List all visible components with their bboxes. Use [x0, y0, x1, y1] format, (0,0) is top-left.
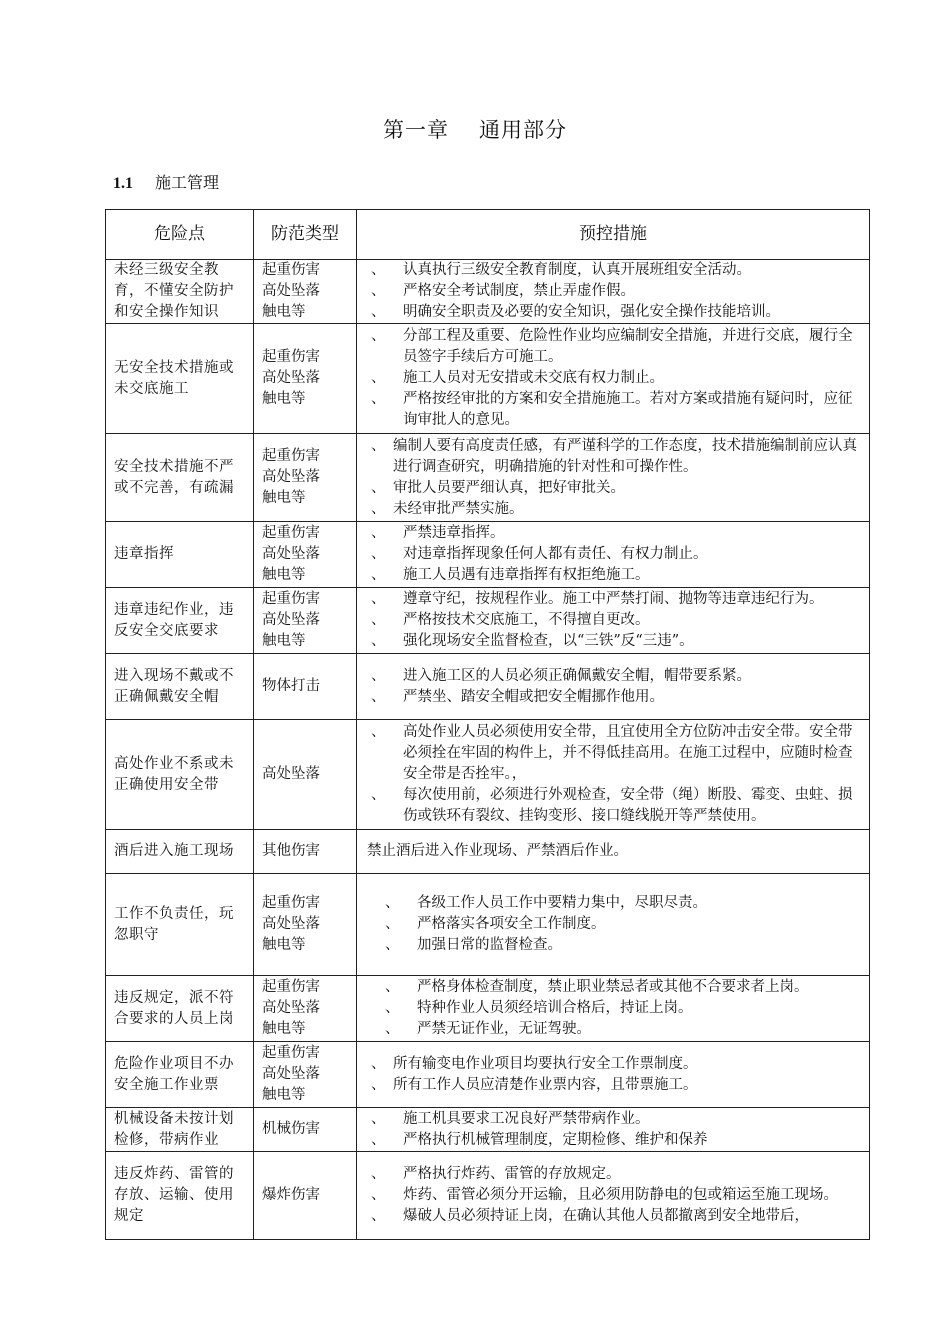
hazard-cell: 进入现场不戴或不正确佩戴安全帽 — [106, 654, 254, 720]
measure-item: 、 严格身体检查制度，禁止职业禁忌者或其他不合要求者上岗。 — [385, 979, 809, 995]
table-row — [106, 976, 870, 1042]
header-hazard: 危险点 — [106, 210, 254, 260]
measures-cell — [357, 830, 870, 874]
measure-item: 、 所有输变电作业项目均要执行安全工作票制度。 — [371, 1055, 698, 1072]
hazard-cell: 酒后进入施工现场 — [106, 830, 254, 874]
section-number: 1.1 — [113, 175, 133, 192]
hazard-cell: 安全技术措施不严或不完善，有疏漏 — [106, 434, 254, 522]
type-cell — [254, 720, 357, 830]
hazard-cell: 违反炸药、雷管的存放、运输、使用规定 — [106, 1152, 254, 1240]
measure-item: 、 审批人员要严细认真，把好审批关。 — [371, 479, 625, 496]
measure-item: 、 严禁违章指挥。 — [371, 525, 505, 541]
hazard-cell: 违反规定，派不符合要求的人员上岗 — [106, 976, 254, 1042]
type-item: 高处坠落 — [262, 546, 320, 562]
table-row — [106, 1108, 870, 1152]
measures-cell — [357, 588, 870, 654]
hazard-cell: 工作不负责任，玩忽职守 — [106, 874, 254, 976]
measure-item: 、 各级工作人员工作中要精力集中，尽职尽责。 — [385, 895, 707, 911]
type-item: 高处坠落 — [262, 370, 320, 386]
measure-item: 、 严格落实各项安全工作制度。 — [385, 916, 606, 932]
measure-item: 禁止酒后进入作业现场、严禁酒后作业。 — [367, 843, 628, 859]
type-item: 起重伤害 — [262, 525, 320, 541]
measures-cell — [357, 1152, 870, 1240]
measure-item: 、 每次使用前，必须进行外观检查，安全带（绳）断股、霉变、虫蛀、损伤或铁环有裂纹、挂钩变形、接口缝线脱开等严禁使用。 — [371, 787, 853, 824]
type-item: 起重伤害 — [262, 1045, 320, 1061]
type-cell — [254, 1042, 357, 1108]
hazard-cell: 危险作业项目不办安全施工作业票 — [106, 1042, 254, 1108]
type-item: 触电等 — [262, 391, 306, 407]
measure-item: 、 严格执行炸药、雷管的存放规定。 — [371, 1166, 621, 1182]
measure-item: 、 高处作业人员必须使用安全带，且宜使用全方位防冲击安全带。安全带必须拴在牢固的构件上，并不得低挂高用。在施工过程中，应随时检查安全带是否拴牢。， — [371, 724, 853, 782]
type-item: 触电等 — [262, 1021, 306, 1037]
chapter-title — [0, 114, 950, 144]
type-item: 物体打击 — [262, 678, 320, 694]
type-cell — [254, 830, 357, 874]
type-item: 机械伤害 — [262, 1121, 320, 1137]
measure-item: 、 所有工作人员应清楚作业票内容，且带票施工。 — [371, 1076, 698, 1093]
table-row — [106, 720, 870, 830]
header-measures: 预控措施 — [357, 210, 870, 260]
type-item: 起重伤害 — [262, 591, 320, 607]
type-cell — [254, 1152, 357, 1240]
measures-cell — [357, 874, 870, 976]
table-row — [106, 1152, 870, 1240]
measure-item: 、 强化现场安全监督检查，以“三铁”反“三违”。 — [371, 633, 694, 649]
header-type: 防范类型 — [254, 210, 357, 260]
table-row — [106, 260, 870, 324]
measure-item: 、 对违章指挥现象任何人都有责任、有权力制止。 — [371, 546, 708, 562]
type-cell — [254, 1108, 357, 1152]
measure-item: 、 严格安全考试制度，禁止弄虚作假。 — [371, 283, 635, 299]
type-item: 触电等 — [262, 304, 306, 320]
section-heading — [113, 170, 219, 193]
type-item: 高处坠落 — [262, 283, 320, 299]
section-title: 施工管理 — [155, 173, 220, 192]
type-item: 爆炸伤害 — [262, 1187, 320, 1203]
type-cell — [254, 588, 357, 654]
measure-item: 、 遵章守纪，按规程作业。施工中严禁打闹、抛物等违章违纪行为。 — [371, 591, 824, 607]
measures-cell — [357, 260, 870, 324]
type-item: 触电等 — [262, 1087, 306, 1103]
hazard-cell: 违章指挥 — [106, 522, 254, 588]
hazard-cell: 无安全技术措施或未交底施工 — [106, 324, 254, 434]
type-cell — [254, 324, 357, 434]
type-cell — [254, 260, 357, 324]
measure-item: 、 进入施工区的人员必须正确佩戴安全帽，帽带要系紧。 — [371, 667, 751, 684]
type-cell — [254, 522, 357, 588]
type-cell — [254, 654, 357, 720]
measure-item: 、 严格按技术交底施工，不得擅自更改。 — [371, 612, 650, 628]
measure-item: 、 严禁无证作业，无证驾驶。 — [385, 1021, 591, 1037]
hazard-cell: 机械设备未按计划检修，带病作业 — [106, 1108, 254, 1152]
type-cell — [254, 874, 357, 976]
chapter-name: 通用部分 — [479, 118, 567, 142]
measure-item: 、 编制人要有高度责任感，有严谨科学的工作态度，技术措施编制前应认真进行调查研究，明确措施的针对性和可操作性。 — [371, 437, 857, 475]
hazard-cell: 未经三级安全教育，不懂安全防护和安全操作知识 — [106, 260, 254, 324]
type-item: 起重伤害 — [262, 448, 320, 464]
type-item: 高处坠落 — [262, 469, 320, 485]
measure-item: 、 未经审批严禁实施。 — [371, 500, 524, 517]
type-item: 触电等 — [262, 633, 306, 649]
measures-cell — [357, 1108, 870, 1152]
table-row — [106, 830, 870, 874]
table-header-row — [106, 210, 870, 260]
type-item: 高处坠落 — [262, 766, 320, 782]
type-cell — [254, 434, 357, 522]
type-item: 高处坠落 — [262, 1066, 320, 1082]
measure-item: 、 特种作业人员须经培训合格后，持证上岗。 — [385, 1000, 693, 1016]
table-row — [106, 874, 870, 976]
measure-item: 、 严禁坐、踏安全帽或把安全帽挪作他用。 — [371, 688, 664, 705]
table-row — [106, 588, 870, 654]
measure-item: 、 施工人员对无安措或未交底有权力制止。 — [371, 370, 664, 386]
measures-cell — [357, 434, 870, 522]
type-item: 触电等 — [262, 937, 306, 953]
table-row — [106, 434, 870, 522]
measures-cell — [357, 720, 870, 830]
risk-control-table — [105, 209, 870, 1240]
type-item: 触电等 — [262, 567, 306, 583]
type-item: 起重伤害 — [262, 895, 320, 911]
type-item: 高处坠落 — [262, 612, 320, 628]
hazard-cell: 违章违纪作业，违反安全交底要求 — [106, 588, 254, 654]
table-row — [106, 654, 870, 720]
measure-item: 、 加强日常的监督检查。 — [385, 937, 562, 953]
table-row — [106, 522, 870, 588]
table-row — [106, 324, 870, 434]
table-row — [106, 1042, 870, 1108]
measure-item: 、 严格按经审批的方案和安全措施施工。若对方案或措施有疑问时，应征询审批人的意见。 — [371, 391, 853, 428]
measures-cell — [357, 654, 870, 720]
measure-item: 、 施工人员遇有违章指挥有权拒绝施工。 — [371, 567, 650, 583]
measures-cell — [357, 976, 870, 1042]
hazard-cell: 高处作业不系或未正确使用安全带 — [106, 720, 254, 830]
type-item: 起重伤害 — [262, 979, 320, 995]
chapter-number: 第一章 — [383, 118, 449, 142]
type-item: 起重伤害 — [262, 349, 320, 365]
type-item: 其他伤害 — [262, 843, 320, 859]
measure-item: 、 爆破人员必须持证上岗，在确认其他人员都撤离到安全地带后， — [371, 1208, 809, 1224]
measure-item: 、 严格执行机械管理制度，定期检修、维护和保养 — [371, 1131, 708, 1148]
type-cell — [254, 976, 357, 1042]
measure-item: 、 施工机具要求工况良好严禁带病作业。 — [371, 1110, 650, 1127]
type-item: 高处坠落 — [262, 1000, 320, 1016]
type-item: 起重伤害 — [262, 262, 320, 278]
measure-item: 、 明确安全职责及必要的安全知识，强化安全操作技能培训。 — [371, 304, 780, 320]
measures-cell — [357, 1042, 870, 1108]
measures-cell — [357, 522, 870, 588]
measure-item: 、 分部工程及重要、危险性作业均应编制安全措施，并进行交底，履行全员签字手续后方可施工。 — [371, 328, 853, 365]
type-item: 高处坠落 — [262, 916, 320, 932]
measure-item: 、 认真执行三级安全教育制度，认真开展班组安全活动。 — [371, 262, 751, 278]
measure-item: 、 炸药、雷管必须分开运输，且必须用防静电的包或箱运至施工现场。 — [371, 1187, 838, 1203]
measures-cell — [357, 324, 870, 434]
type-item: 触电等 — [262, 490, 306, 506]
